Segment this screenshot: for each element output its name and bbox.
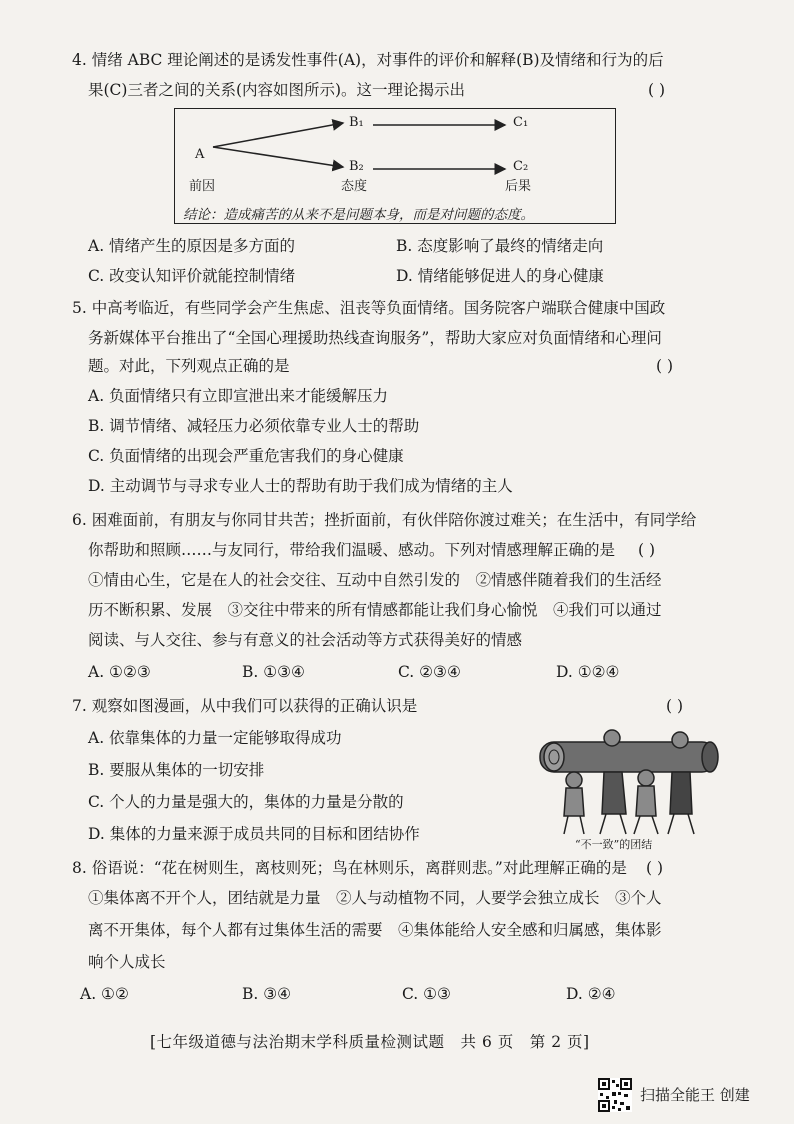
node-b2: B₂ (349, 159, 364, 174)
node-c2: C₂ (513, 159, 529, 174)
q5-option-a[interactable]: A. 负面情绪只有立即宣泄出来才能缓解压力 (88, 387, 389, 405)
q4-answer-blank[interactable]: ( ) (648, 81, 666, 99)
q8-statement-line1: ①集体离不开个人，团结就是力量 ②人与动植物不同，人要学会独立成长 ③个人 (88, 889, 662, 907)
q6-statement-line2: 历不断积累、发展 ③交往中带来的所有情感都能让我们身心愉悦 ④我们可以通过 (88, 601, 662, 619)
diagram-conclusion: 结论：造成痛苦的从来不是问题本身，而是对问题的态度。 (183, 207, 534, 223)
q6-statement-line1: ①情由心生，它是在人的社会交往、互动中自然引发的 ②情感伴随着我们的生活经 (88, 571, 662, 589)
q8-option-b[interactable]: B. ③④ (242, 985, 292, 1003)
q4-stem-line1: 4. 情绪 ABC 理论阐述的是诱发性事件(A)，对事件的评价和解释(B)及情绪和行为的后 (72, 51, 664, 69)
q5-stem-line1: 5. 中高考临近，有些同学会产生焦虑、沮丧等负面情绪。国务院客户端联合健康中国政 (72, 299, 666, 317)
q8-answer-blank[interactable]: ( ) (646, 859, 664, 877)
q5-option-c[interactable]: C. 负面情绪的出现会严重危害我们的身心健康 (88, 447, 404, 465)
q4-option-b[interactable]: B. 态度影响了最终的情绪走向 (396, 237, 604, 255)
arrow-a-b1 (213, 123, 343, 147)
q5-stem-line3: 题。对此，下列观点正确的是 (88, 357, 290, 375)
q7-option-a[interactable]: A. 依靠集体的力量一定能够取得成功 (88, 729, 342, 747)
q8-option-c[interactable]: C. ①③ (402, 985, 451, 1003)
page-footer: [七年级道德与法治期末学科质量检测试题 共 6 页 第 2 页] (150, 1033, 590, 1051)
q5-answer-blank[interactable]: ( ) (656, 357, 674, 375)
q6-option-d[interactable]: D. ①②④ (556, 663, 620, 681)
q6-option-c[interactable]: C. ②③④ (398, 663, 461, 681)
q8-stem-line1: 8. 俗语说：“花在树则生，离枝则死；鸟在林则乐，离群则悲。”对此理解正确的是 (72, 859, 627, 877)
q8-option-a[interactable]: A. ①② (80, 985, 129, 1003)
label-cause: 前因 (189, 179, 216, 194)
q8-option-d[interactable]: D. ②④ (566, 985, 616, 1003)
q6-answer-blank[interactable]: ( ) (638, 541, 656, 559)
abc-theory-diagram (174, 108, 616, 224)
qr-code-icon (598, 1078, 632, 1112)
q7-stem-line1: 7. 观察如图漫画，从中我们可以获得的正确认识是 (72, 697, 418, 715)
q5-option-d[interactable]: D. 主动调节与寻求专业人士的帮助有助于我们成为情绪的主人 (88, 477, 513, 495)
q8-statement-line3: 响个人成长 (88, 953, 166, 971)
cartoon-caption: “不一致”的团结 (575, 838, 653, 851)
node-c1: C₁ (513, 115, 529, 130)
q4-option-c[interactable]: C. 改变认知评价就能控制情绪 (88, 267, 296, 285)
label-attitude: 态度 (341, 179, 368, 194)
q4-stem-line2: 果(C)三者之间的关系(内容如图所示)。这一理论揭示出 (88, 81, 466, 99)
q6-statement-line3: 阅读、与人交往、参与有意义的社会活动等方式获得美好的情感 (88, 631, 523, 649)
node-b1: B₁ (349, 115, 364, 130)
q4-option-d[interactable]: D. 情绪能够促进人的身心健康 (396, 267, 604, 285)
q5-stem-line2: 务新媒体平台推出了“全国心理援助热线查询服务”，帮助大家应对负面情绪和心理问 (88, 329, 662, 347)
scanner-watermark: 扫描全能王 创建 (640, 1086, 750, 1104)
q5-option-b[interactable]: B. 调节情绪、减轻压力必须依靠专业人士的帮助 (88, 417, 420, 435)
q7-option-d[interactable]: D. 集体的力量来源于成员共同的目标和团结协作 (88, 825, 420, 843)
q6-option-a[interactable]: A. ①②③ (88, 663, 151, 681)
q7-answer-blank[interactable]: ( ) (666, 697, 684, 715)
q6-stem-line1: 6. 困难面前，有朋友与你同甘共苦；挫折面前，有伙伴陪你渡过难关；在生活中，有同学给 (72, 511, 697, 529)
arrow-a-b2 (213, 147, 343, 167)
q4-option-a[interactable]: A. 情绪产生的原因是多方面的 (88, 237, 296, 255)
q6-option-b[interactable]: B. ①③④ (242, 663, 305, 681)
q7-option-b[interactable]: B. 要服从集体的一切安排 (88, 761, 265, 779)
teamwork-cartoon-image (534, 728, 730, 838)
q8-statement-line2: 离不开集体，每个人都有过集体生活的需要 ④集体能给人安全感和归属感，集体影 (88, 921, 662, 939)
node-a: A (195, 147, 205, 162)
q7-option-c[interactable]: C. 个人的力量是强大的，集体的力量是分散的 (88, 793, 404, 811)
q6-stem-line2: 你帮助和照顾……与友同行，带给我们温暖、感动。下列对情感理解正确的是 (88, 541, 616, 559)
label-result: 后果 (505, 179, 532, 194)
